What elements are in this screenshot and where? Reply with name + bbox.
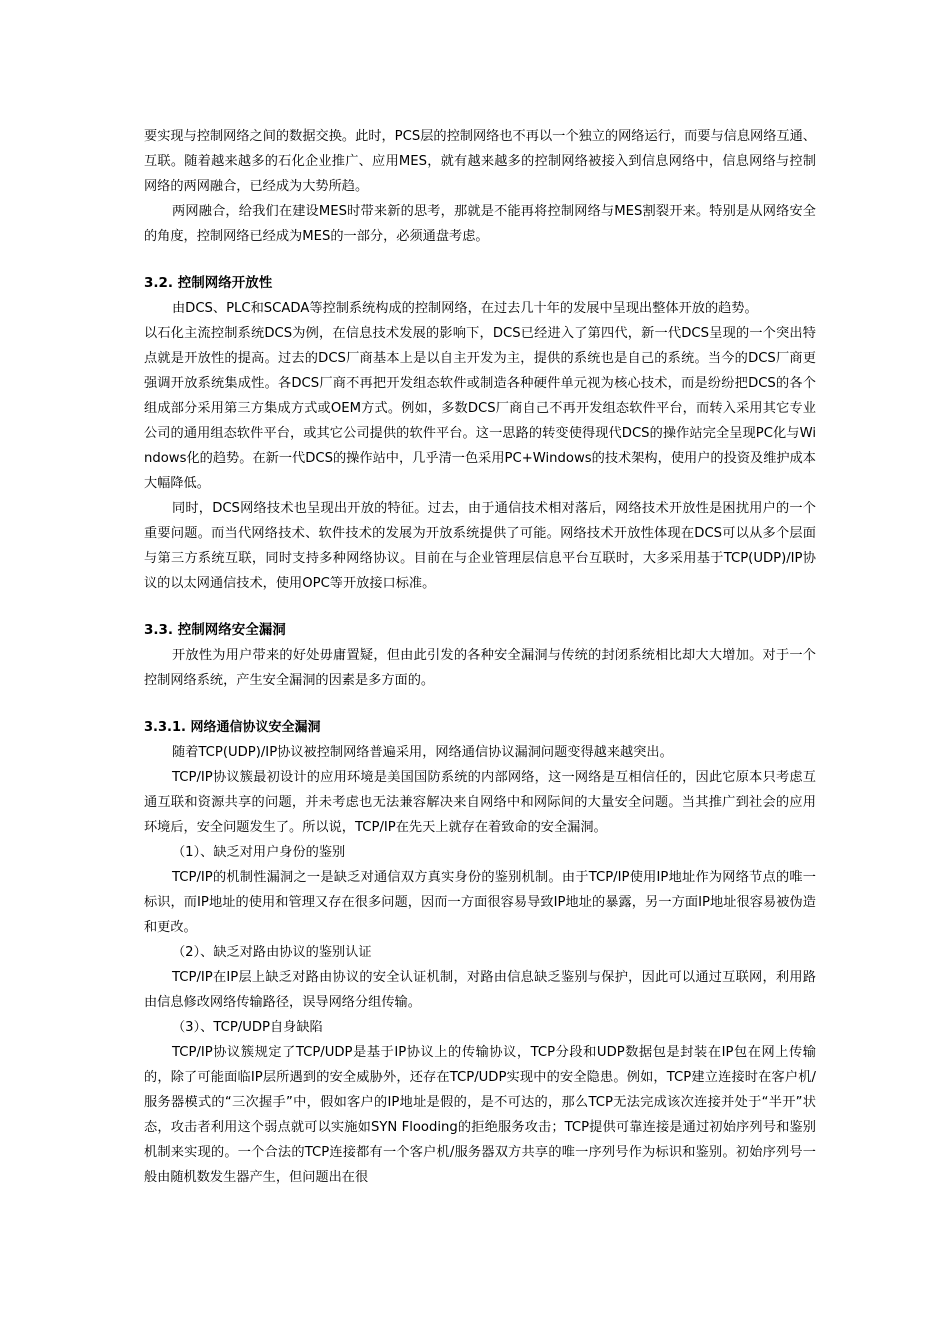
paragraph-two-network-fusion: 两网融合，给我们在建设MES时带来新的思考，那就是不能再将控制网络与MES割裂开来。特别是从网络安全的角度，控制网络已经成为MES的一部分，必须通盘考虑。 [144,204,816,244]
paragraph-intro-continuation: 要实现与控制网络之间的数据交换。此时，PCS层的控制网络也不再以一个独立的网络运行，而要与信息网络互通、互联。随着越来越多的石化企业推广、应用MES，就有越来越多的控制网络被接入到信息网络中，信息网络与控制网络的两网融合，已经成为大势所趋。 [144,129,816,194]
list-item-text-1: TCP/IP的机制性漏洞之一是缺乏对通信双方真实身份的鉴别机制。由于TCP/IP使用IP地址作为网络节点的唯一标识，而IP地址的使用和管理又存在很多问题，因而一方面很容易导致IP地址的暴露，另一方面IP地址很容易被伪造和更改。 [144,870,816,935]
list-item-title-2: （2）、缺乏对路由协议的鉴别认证 [172,945,372,960]
paragraph-3-3-1-tcpip-origin: TCP/IP协议簇最初设计的应用环境是美国国防系统的内部网络，这一网络是互相信任的，因此它原本只考虑互通互联和资源共享的问题，并未考虑也无法兼容解决来自网络中和网际间的大量安全问题。当其推广到社会的应用环境后，安全问题发生了。所以说，TCP/IP在先天上就存在着致命的安全漏洞。 [144,770,816,835]
section-spacer [144,249,816,271]
list-item-title-3: （3）、TCP/UDP自身缺陷 [172,1020,323,1035]
section-spacer [144,596,816,618]
section-spacer [144,693,816,715]
paragraph-3-2-dcs-example: 以石化主流控制系统DCS为例，在信息技术发展的影响下，DCS已经进入了第四代，新一代DCS呈现的一个突出特点就是开放性的提高。过去的DCS厂商基本上是以自主开发为主，提供的系统也是自己的系统。当今的DCS厂商更强调开放系统集成性。各DCS厂商不再把开发组态软件或制造各种硬件单元视为核心技术，而是纷纷把DCS的各个组成部分采用第三方集成方式或OEM方式。例如，多数DCS厂商自己不再开发组态软件平台，而转入采用其它专业公司的通用组态软件平台，或其它公司提供的软件平台。这一思路的转变使得现代DCS的操作站完全呈现PC化与Windows化的趋势。在新一代DCS的操作站中，几乎清一色采用PC+Windows的技术架构，使用户的投资及维护成本大幅降低。 [144,326,816,491]
list-item-title-1: （1）、缺乏对用户身份的鉴别 [172,845,346,860]
document-body [144,124,816,1190]
list-item-text-2: TCP/IP在IP层上缺乏对路由协议的安全认证机制，对路由信息缺乏鉴别与保护，因此可以通过互联网，利用路由信息修改网络传输路径，误导网络分组传输。 [144,970,816,1010]
paragraph-3-3-vulnerabilities: 开放性为用户带来的好处毋庸置疑，但由此引发的各种安全漏洞与传统的封闭系统相比却大大增加。对于一个控制网络系统，产生安全漏洞的因素是多方面的。 [144,648,816,688]
section-heading-3-3-1: 3.3.1. 网络通信协议安全漏洞 [144,720,321,735]
paragraph-3-2-network-openness: 同时，DCS网络技术也呈现出开放的特征。过去，由于通信技术相对落后，网络技术开放性是困扰用户的一个重要问题。而当代网络技术、软件技术的发展为开放系统提供了可能。网络技术开放性体现在DCS可以从多个层面与第三方系统互联，同时支持多种网络协议。目前在与企业管理层信息平台互联时，大多采用基于TCP(UDP)/IP协议的以太网通信技术，使用OPC等开放接口标准。 [144,501,816,591]
section-heading-3-2: 3.2. 控制网络开放性 [144,275,273,291]
section-heading-3-3: 3.3. 控制网络安全漏洞 [144,622,286,638]
paragraph-3-2-openness-trend: 由DCS、PLC和SCADA等控制系统构成的控制网络，在过去几十年的发展中呈现出整体开放的趋势。 [172,301,758,316]
list-item-text-3: TCP/IP协议簇规定了TCP/UDP是基于IP协议上的传输协议，TCP分段和UDP数据包是封装在IP包在网上传输的，除了可能面临IP层所遇到的安全威胁外，还存在TCP/UDP实现中的安全隐患。例如，TCP建立连接时在客户机/服务器模式的“三次握手”中，假如客户的IP地址是假的，是不可达的，那么TCP无法完成该次连接并处于“半开”状态，攻击者利用这个弱点就可以实施如SYN Flooding的拒绝服务攻击；TCP提供可靠连接是通过初始序列号和鉴别机制来实现的。一个合法的TCP连接都有一个客户机/服务器双方共享的唯一序列号作为标识和鉴别。初始序列号一般由随机数发生器产生，但问题出在很 [144,1045,816,1185]
paragraph-3-3-1-intro: 随着TCP(UDP)/IP协议被控制网络普遍采用，网络通信协议漏洞问题变得越来越突出。 [172,745,673,760]
